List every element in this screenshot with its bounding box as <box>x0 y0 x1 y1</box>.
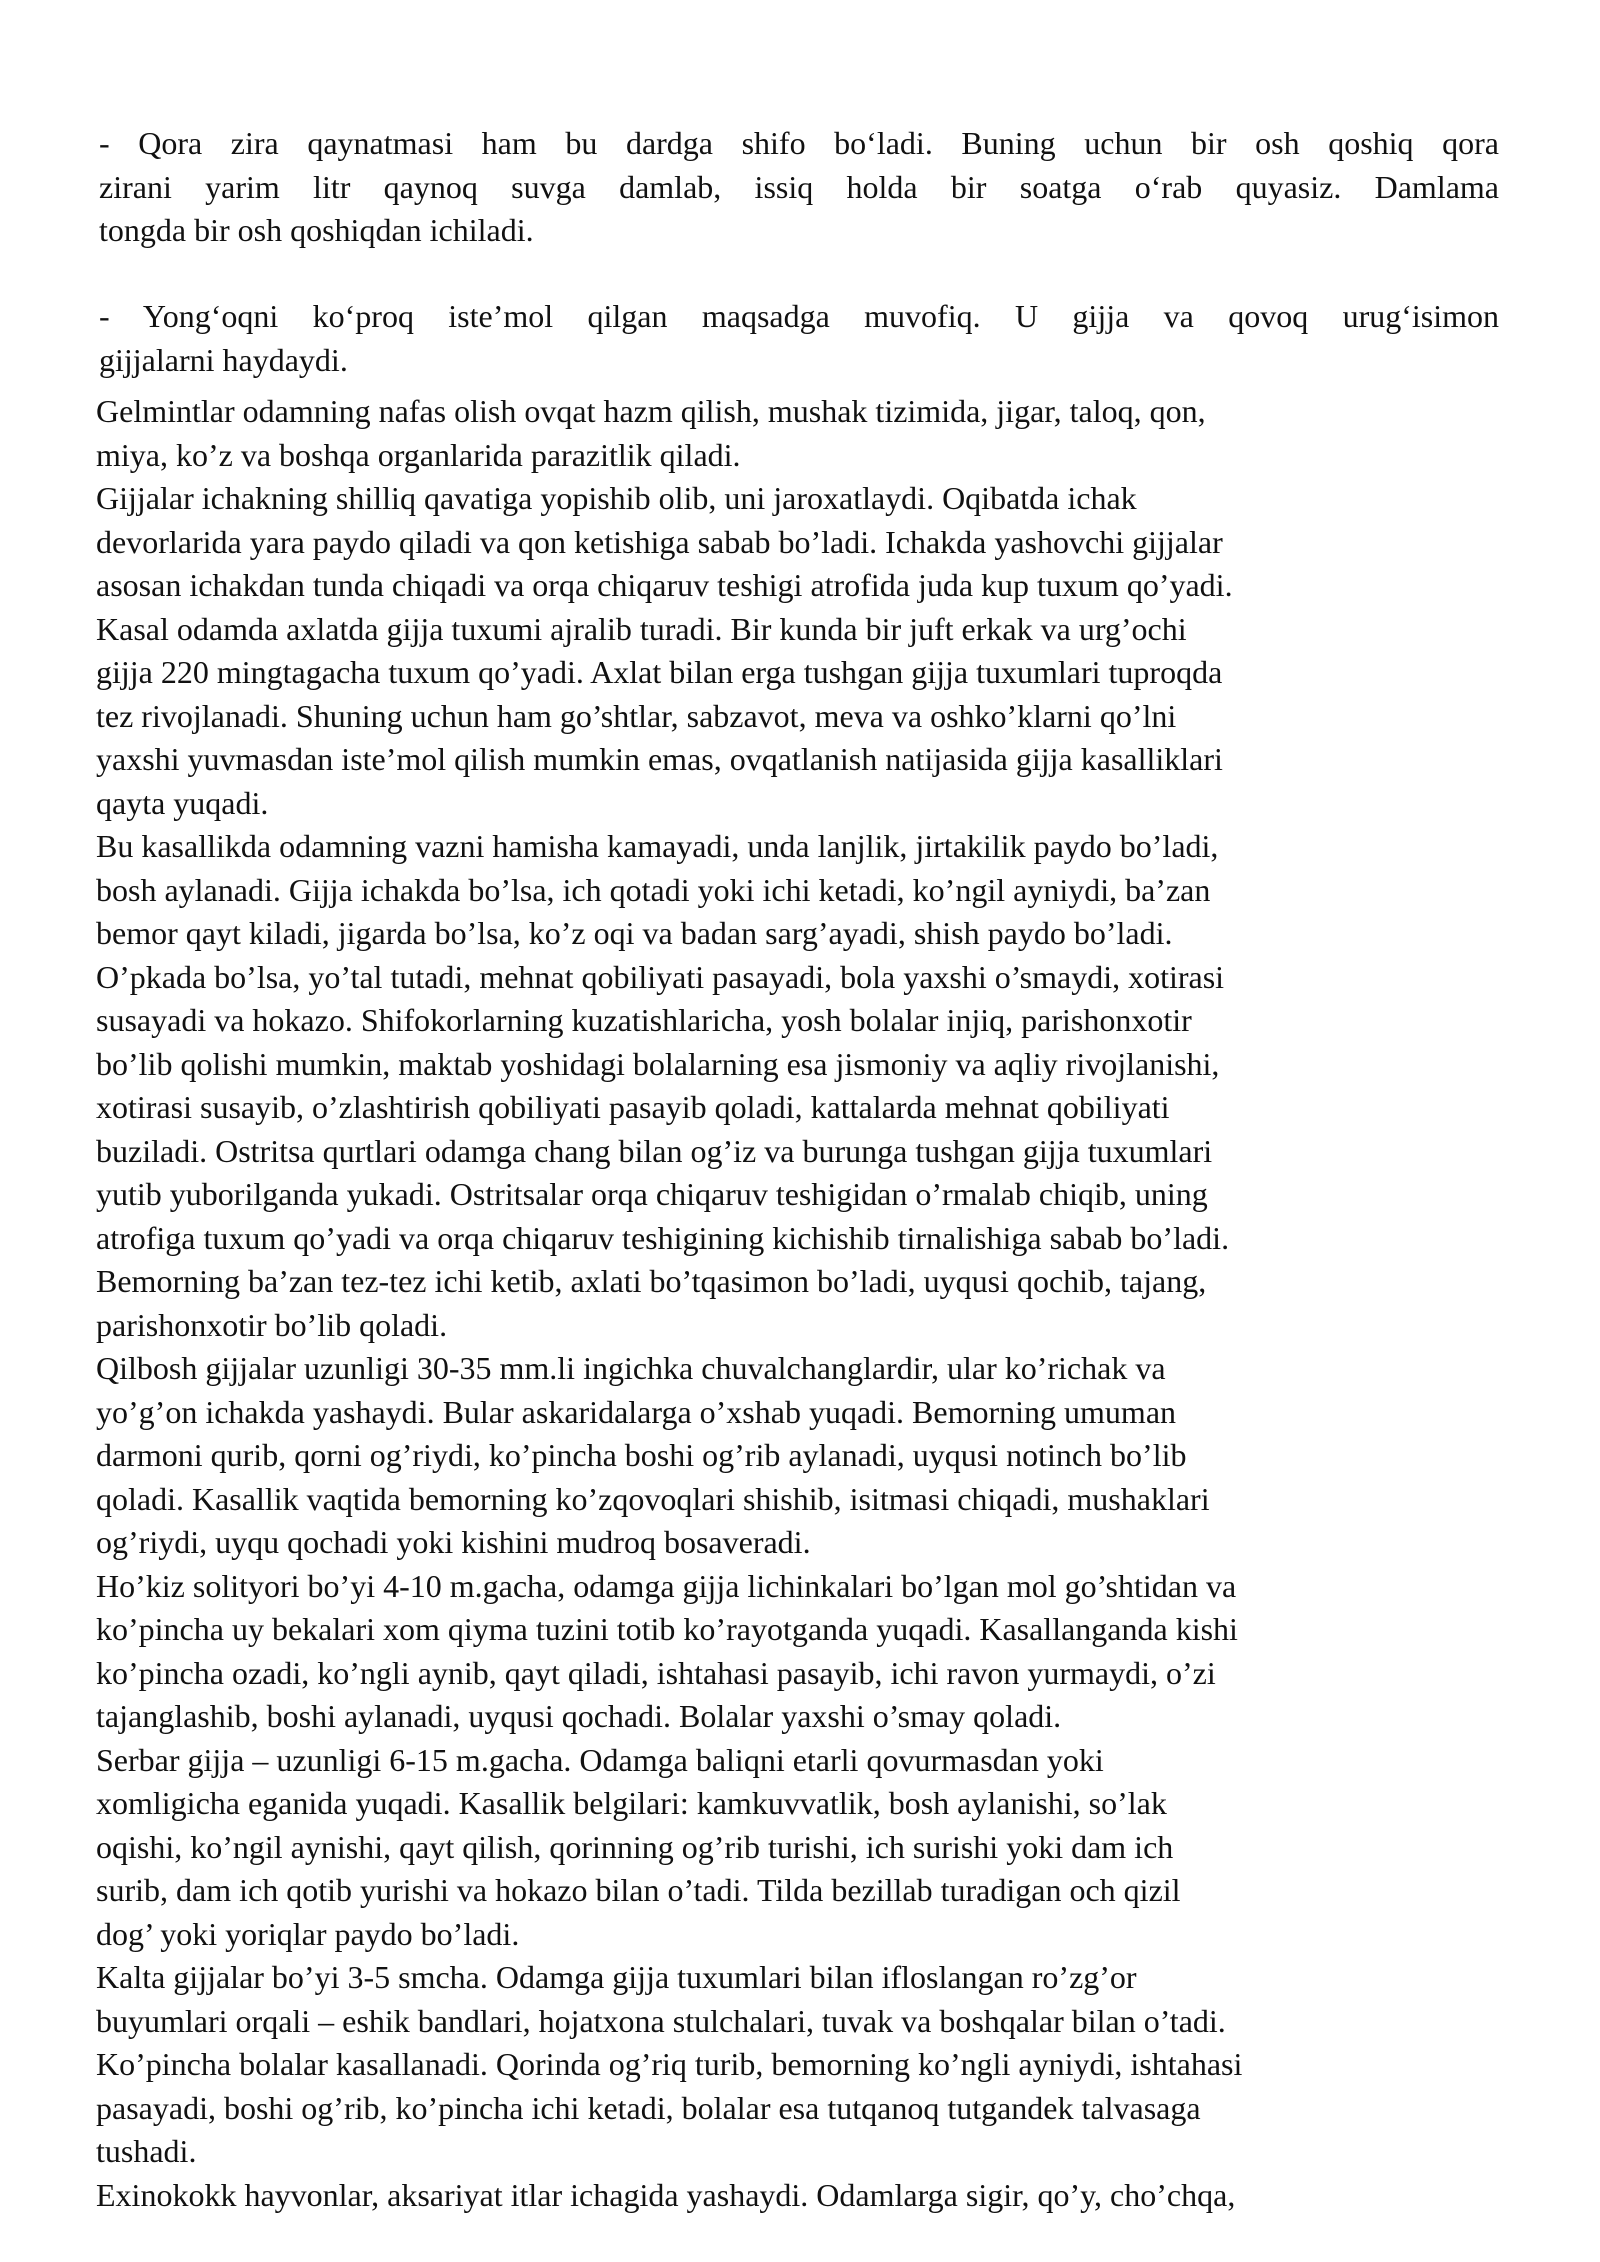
text-line: Exinokokk hayvonlar, aksariyat itlar ichagida yashaydi. Odamlarga sigir, qo’y, cho’chqa, <box>96 2176 1236 2213</box>
text-line: susayadi va hokazo. Shifokorlarning kuzatishlaricha, yosh bolalar injiq, parishonxotir <box>96 1002 1192 1038</box>
text-line: gijjalarni haydaydi. <box>99 341 348 378</box>
text-line: yo’g’on ichakda yashaydi. Bular askaridalarga o’xshab yuqadi. Bemorning umuman <box>96 1393 1177 1430</box>
text-line: tajanglashib, boshi aylanadi, uyqusi qochadi. Bolalar yaxshi o’smay qoladi. <box>96 1698 1062 1734</box>
text-line: darmoni qurib, qorni og’riydi, ko’pincha boshi og’rib aylanadi, uyqusi notinch bo’lib <box>96 1437 1187 1473</box>
text-line: gijja 220 mingtagacha tuxum qo’yadi. Axlat bilan erga tushgan gijja tuxumlari tuproqda <box>96 654 1223 690</box>
text-line: - Qora zira qaynatmasi ham bu dardga shifo bo‘ladi. Buning uchun bir osh qoshiq qora <box>99 125 1499 161</box>
text-line: atrofiga tuxum qo’yadi va orqa chiqaruv teshigining kichishib tirnalishiga sabab bo’ladi. <box>96 1219 1230 1256</box>
text-line: parishonxotir bo’lib qoladi. <box>96 1306 448 1343</box>
text-line: Kalta gijjalar bo’yi 3-5 smcha. Odamga gijja tuxumlari bilan ifloslangan ro’zg’or <box>96 1959 1137 1995</box>
text-line: surib, dam ich qotib yurishi va hokazo bilan o’tadi. Tilda bezillab turadigan och qizil <box>96 1872 1181 1908</box>
text-line: qoladi. Kasallik vaqtida bemorning ko’zqovoqlari shishib, isitmasi chiqadi, mushaklari <box>96 1480 1210 1517</box>
text-line: ko’pincha ozadi, ko’ngli aynib, qayt qiladi, ishtahasi pasayib, ichi ravon yurmaydi, o’zi <box>96 1654 1216 1691</box>
text-line: yaxshi yuvmasdan iste’mol qilish mumkin emas, ovqatlanish natijasida gijja kasalliklari <box>96 741 1223 777</box>
text-line: - Yong‘oqni ko‘proq iste’mol qilgan maqsadga muvofiq. U gijja va qovoq urug‘isimon <box>99 298 1499 334</box>
text-line: tushadi. <box>96 2133 197 2169</box>
text-line: pasayadi, boshi og’rib, ko’pincha ichi ketadi, bolalar esa tutqanoq tutgandek talvasaga <box>96 2089 1201 2126</box>
text-line: devorlarida yara paydo qiladi va qon ketishiga sabab bo’ladi. Ichakda yashovchi gijjalar <box>96 523 1223 560</box>
text-line: oqishi, ko’ngil aynishi, qayt qilish, qorinning og’rib turishi, ich surishi yoki dam ich <box>96 1828 1174 1865</box>
text-line: dog’ yoki yoriqlar paydo bo’ladi. <box>96 1915 520 1952</box>
text-line: buyumlari orqali – eshik bandlari, hojatxona stulchalari, tuvak va boshqalar bilan o’tadi. <box>96 2002 1226 2039</box>
text-line: Kasal odamda axlatda gijja tuxumi ajralib turadi. Bir kunda bir juft erkak va urg’ochi <box>96 610 1187 647</box>
text-line: yutib yuborilganda yukadi. Ostritsalar orqa chiqaruv teshigidan o’rmalab chiqib, uning <box>96 1176 1208 1212</box>
text-line: ko’pincha uy bekalari xom qiyma tuzini totib ko’rayotganda yuqadi. Kasallanganda kishi <box>96 1611 1238 1647</box>
text-line: Bemorning ba’zan tez-tez ichi ketib, axlati bo’tqasimon bo’ladi, uyqusi qochib, tajang, <box>96 1263 1207 1299</box>
text-line: xomligicha eganida yuqadi. Kasallik belgilari: kamkuvvatlik, bosh aylanishi, so’lak <box>96 1785 1167 1821</box>
text-line: Gijjalar ichakning shilliq qavatiga yopishib olib, uni jaroxatlaydi. Oqibatda ichak <box>96 480 1137 516</box>
text-line: Ko’pincha bolalar kasallanadi. Qorinda og’riq turib, bemorning ko’ngli ayniydi, ishtahasi <box>96 2046 1243 2082</box>
text-line: qayta yuqadi. <box>96 784 269 821</box>
text-line: miya, ko’z va boshqa organlarida parazitlik qiladi. <box>96 436 741 473</box>
text-line: tez rivojlanadi. Shuning uchun ham go’shtlar, sabzavot, meva va oshko’klarni qo’lni <box>96 697 1177 734</box>
text-line: asosan ichakdan tunda chiqadi va orqa chiqaruv teshigi atrofida juda kup tuxum qo’yadi. <box>96 567 1233 603</box>
text-line: Bu kasallikda odamning vazni hamisha kamayadi, unda lanjlik, jirtakilik paydo bo’ladi, <box>96 828 1219 864</box>
text-line: bosh aylanadi. Gijja ichakda bo’lsa, ich qotadi yoki ichi ketadi, ko’ngil ayniydi, ba’zan <box>96 871 1211 908</box>
text-line: bemor qayt kiladi, jigarda bo’lsa, ko’z oqi va badan sarg’ayadi, shish paydo bo’ladi. <box>96 915 1173 951</box>
text-line: Qilbosh gijjalar uzunligi 30-35 mm.li ingichka chuvalchanglardir, ular ko’richak va <box>96 1350 1166 1386</box>
text-line: O’pkada bo’lsa, yo’tal tutadi, mehnat qobiliyati pasayadi, bola yaxshi o’smaydi, xotirasi <box>96 958 1225 995</box>
remedy-item-walnut <box>99 295 1499 382</box>
text-line: tongda bir osh qoshiqdan ichiladi. <box>99 212 534 248</box>
text-line: xotirasi susayib, o’zlashtirish qobiliyati pasayib qoladi, kattalarda mehnat qobiliyati <box>96 1089 1170 1125</box>
remedy-item-black-cumin <box>99 122 1499 253</box>
text-line: Ho’kiz solityori bo’yi 4-10 m.gacha, odamga gijja lichinkalari bo’lgan mol go’shtidan va <box>96 1567 1237 1604</box>
text-line: buziladi. Ostritsa qurtlari odamga chang bilan og’iz va burunga tushgan gijja tuxumlari <box>96 1132 1213 1169</box>
text-line: Serbar gijja – uzunligi 6-15 m.gacha. Odamga baliqni etarli qovurmasdan yoki <box>96 1741 1104 1778</box>
text-line: zirani yarim litr qaynoq suvga damlab, issiq holda bir soatga o‘rab quyasiz. Damlama <box>99 168 1499 205</box>
text-line: bo’lib qolishi mumkin, maktab yoshidagi bolalarning esa jismoniy va aqliy rivojlanishi, <box>96 1045 1220 1082</box>
text-line: Gelmintlar odamning nafas olish ovqat hazm qilish, mushak tizimida, jigar, taloq, qon, <box>96 393 1206 429</box>
body-text <box>96 390 1516 2217</box>
text-line: og’riydi, uyqu qochadi yoki kishini mudroq bosaveradi. <box>96 1524 811 1560</box>
